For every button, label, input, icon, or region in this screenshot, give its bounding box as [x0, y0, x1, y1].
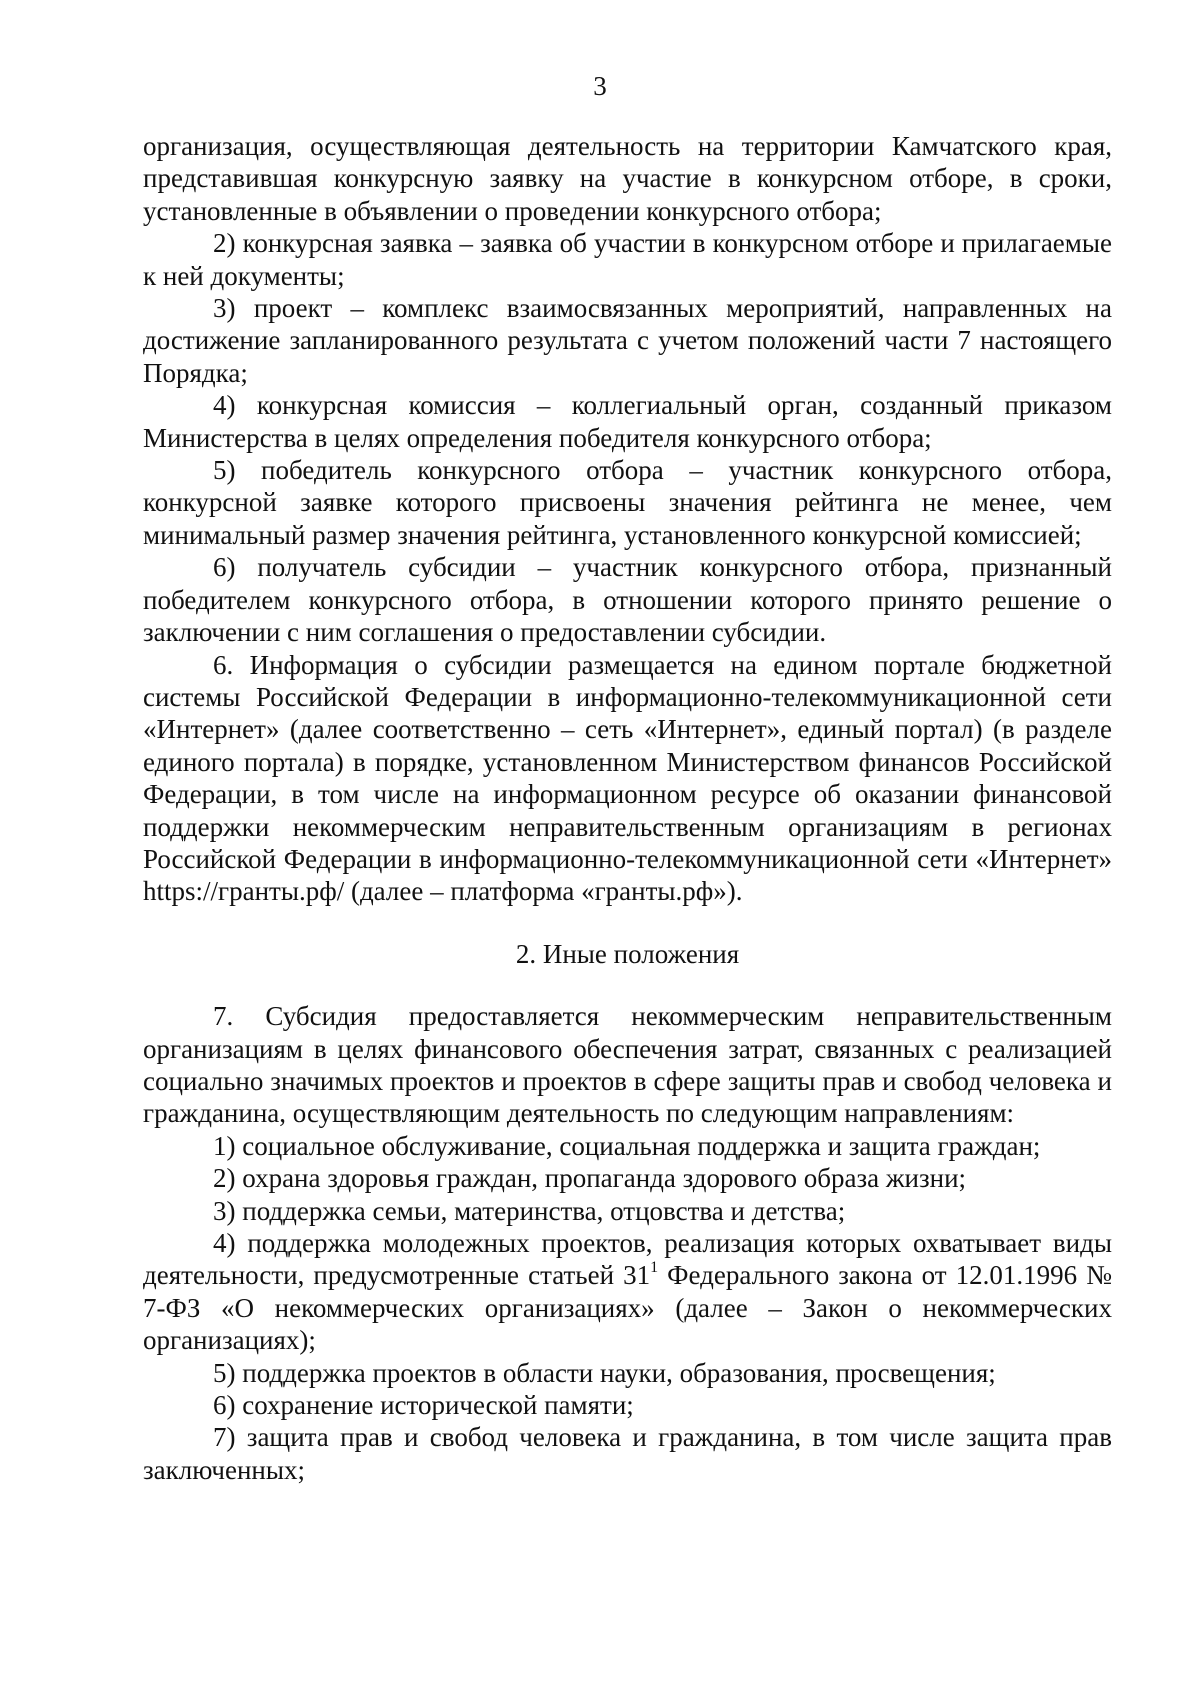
definition-item-2: 2) конкурсная заявка – заявка об участии в конкурсном отборе и прилагаемые к ней документы; — [143, 228, 1112, 291]
direction-item-3: 3) поддержка семьи, материнства, отцовства и детства; — [213, 1195, 846, 1226]
definition-item-6: 6) получатель субсидии – участник конкурсного отбора, признанный победителем конкурсного отбора, в отношении которого принято решение о заключении с ним соглашения о предоставлении субсидии. — [143, 552, 1112, 648]
definition-item-5: 5) победитель конкурсного отбора – участник конкурсного отбора, конкурсной заявке которого присвоены значения рейтинга не менее, чем минимальный размер значения рейтинга, установленного конкурсной комиссией; — [143, 455, 1112, 550]
direction-item-4-text-end: Федерального закона от 12.01.1996 № 7-ФЗ «О некоммерческих организациях» (далее – Закон о некоммерческих организациях); — [143, 1260, 1112, 1356]
clause-7: 7. Субсидия предоставляется некоммерческим неправительственным организациям в целях финансового обеспечения затрат, связанных с реализацией социально значимых проектов и проектов в сфере защиты прав и свобод человека и гражданина, осуществляющим деятельность по следующим направлениям: — [143, 1001, 1112, 1129]
page-number: 3 — [593, 71, 607, 101]
direction-item-4 — [143, 1227, 1112, 1357]
clause-6: 6. Информация о субсидии размещается на едином портале бюджетной системы Российской Федерации в информационно-телекоммуникационной сети «Интернет» (далее соответственно – сеть «Интернет», единый портал) (в разделе единого портала) в порядке, установленном Министерством финансов Российской Федерации, в том числе на информационном ресурсе об оказании финансовой поддержки некоммерческим неправительственным организациям в регионах Российской Федерации в информационно-телекоммуникационной сети «Интернет» https://гранты.рф/ (далее – платформа «гранты.рф»). — [143, 649, 1112, 907]
direction-item-4-text-start: 4) поддержка молодежных проектов, реализация которых охватывает виды деятельности, предусмотренные статьей 31 — [143, 1228, 1112, 1291]
direction-item-1: 1) социальное обслуживание, социальная поддержка и защита граждан; — [213, 1130, 1041, 1161]
direction-item-7: 7) защита прав и свобод человека и гражданина, в том числе защита прав заключенных; — [143, 1422, 1112, 1485]
direction-item-6: 6) сохранение исторической памяти; — [213, 1390, 634, 1421]
section-heading: 2. Иные положения — [515, 938, 740, 969]
definition-item-4: 4) конкурсная комиссия – коллегиальный орган, созданный приказом Министерства в целях определения победителя конкурсного отбора; — [143, 390, 1112, 453]
paragraph-continuation: организация, осуществляющая деятельность на территории Камчатского края, представившая конкурсную заявку на участие в конкурсном отборе, в сроки, установленные в объявлении о проведении конкурсного отбора; — [143, 131, 1112, 226]
direction-item-2: 2) охрана здоровья граждан, пропаганда здорового образа жизни; — [213, 1163, 967, 1194]
document-body — [143, 130, 1112, 1486]
definition-item-3: 3) проект – комплекс взаимосвязанных мероприятий, направленных на достижение запланированного результата с учетом положений части 7 настоящего Порядка; — [143, 293, 1112, 388]
article-superscript: 1 — [650, 1259, 659, 1277]
direction-item-5: 5) поддержка проектов в области науки, образования, просвещения; — [213, 1357, 996, 1388]
